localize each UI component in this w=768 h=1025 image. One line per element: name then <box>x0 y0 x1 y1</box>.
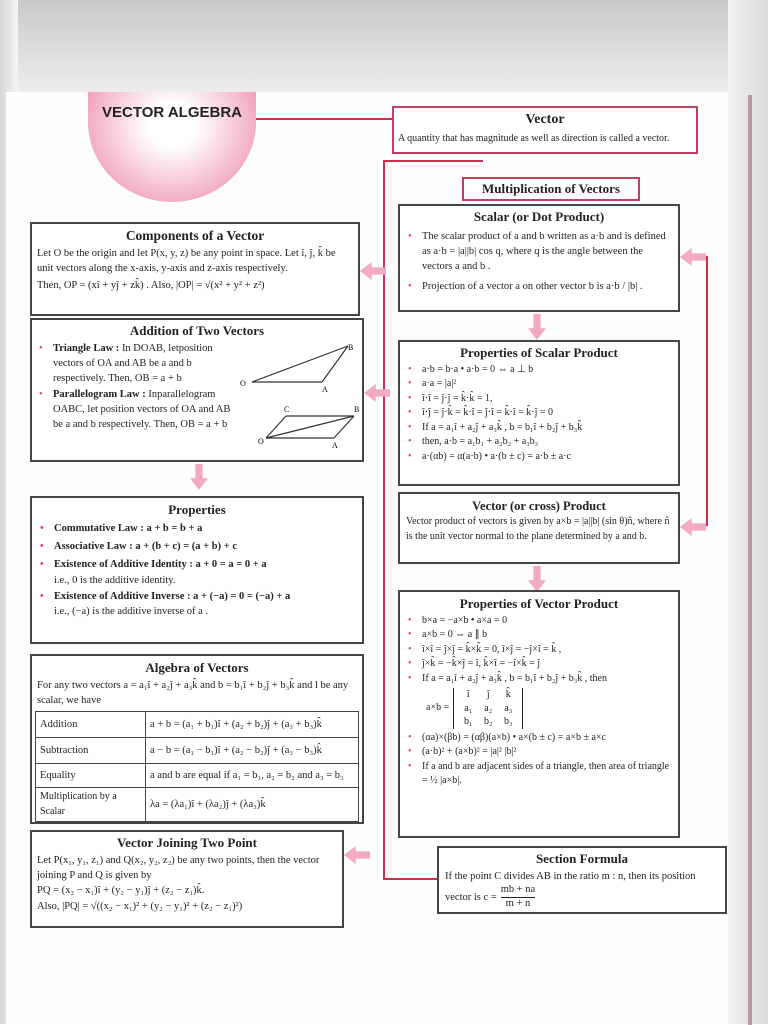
connector-to-mult <box>383 160 483 162</box>
op-cell: Equality <box>36 764 146 788</box>
property-associative: • Associative Law : a + (b + c) = (a + b) + c <box>38 538 356 556</box>
fig1-a-label: A <box>322 385 328 394</box>
det-cell: b₂ <box>483 716 493 728</box>
vector-prop-5: • If a = a₁î + a₂ĵ + a₃k̂ , b = b₁î + b₂ĵ + b₃k̂ , then <box>406 672 672 687</box>
components-box <box>30 222 360 316</box>
title-text: VECTOR ALGEBRA <box>101 104 242 121</box>
scalar-prop-5: • If a = a₁î + a₂ĵ + a₃k̂ , b = b₁î + b₂ĵ + b₃k̂ <box>406 421 672 436</box>
property-inverse: • Existence of Additive Inverse : a + (−a) = 0 = (−a) + a <box>38 589 356 604</box>
section-text: If the point C divides AB in the ratio m : n, then its position <box>445 870 696 882</box>
fig1-o-label: O <box>240 379 246 388</box>
joining-formula-2: Also, |PQ| = √((x₂ − x₁)² + (y₂ − y₁)² + (z₂ − z₁)²) <box>37 900 243 912</box>
scalar-item-1: • The scalar product of a and b written as a·b and is defined as a·b = |a||b| cos q, where q is the angle between the vectors a and b . <box>406 229 672 275</box>
vector-prop-3: • î×î = ĵ×ĵ = k̂×k̂ = 0, î×ĵ = −ĵ×î = k̂ , <box>406 643 672 658</box>
det-cell: a₂ <box>484 702 493 714</box>
det-cell: a₃ <box>504 702 513 714</box>
section-formula-lhs: vector is c = <box>445 891 497 903</box>
joining-box <box>30 830 344 928</box>
vector-properties-title: Properties of Vector Product <box>459 596 619 611</box>
property-note-2: i.e., (−a) is the additive inverse of a . <box>54 605 209 617</box>
vector-box <box>392 106 698 154</box>
table-row <box>36 712 359 738</box>
connector-to-section <box>383 878 437 880</box>
section-numerator: mb + na <box>501 884 536 898</box>
det-cell: ĵ <box>486 689 490 701</box>
algebra-table <box>35 711 359 822</box>
multiplication-title <box>462 177 640 201</box>
property-note-1: i.e., 0 is the additive identity. <box>54 575 176 587</box>
section-denominator: m + n <box>505 897 531 909</box>
vector-prop-6: • (αa)×(βb) = (αβ)(a×b) • a×(b ± c) = a×b ± a×c <box>406 731 672 746</box>
multiplication-title-text: Multiplication of Vectors <box>482 181 620 196</box>
vector-prop-1: • b×a = −a×b • a×a = 0 <box>406 614 672 629</box>
triangle-law-text: In DOAB, letposition vectors of OA and AB be a and b respectively. Then, OB = a + b <box>53 342 213 385</box>
algebra-title: Algebra of Vectors <box>145 660 249 675</box>
right-border-strip <box>748 95 752 1025</box>
table-row <box>36 764 359 788</box>
properties-box <box>30 496 364 644</box>
properties-title: Properties <box>168 502 226 517</box>
vector-prop-2: • a×b = 0 ⇔ a ∥ b <box>406 628 672 643</box>
components-formula: Then, OP = (xî + yĵ + zk̂) . Also, |OP| = √(x² + y² + z²) <box>37 280 265 291</box>
property-commutative: • Commutative Law : a + b = b + a <box>38 520 356 538</box>
op-cell: Multiplication by a Scalar <box>36 788 146 822</box>
expr-cell: a − b = (a₁ − b₁)î + (a₂ − b₂)ĵ + (a₃ − b₃)k̂ <box>146 738 359 764</box>
vector-definition: A quantity that has magnitude as well as direction is called a vector. <box>398 133 670 145</box>
right-connector <box>706 256 708 526</box>
components-text: Let O be the origin and let P(x, y, z) be any point in space. Let î, ĵ, k̂ be unit vectors along the x-axis, y-axis and z-axis respectively. <box>37 247 336 274</box>
joining-text: Let P(x₁, y₁, z₁) and Q(x₂, y₂, z₂) be any two points, then the vector joining P and Q is given by <box>37 854 320 882</box>
components-title: Components of a Vector <box>125 228 265 243</box>
fig2-c-label: C <box>284 405 290 414</box>
triangle-law-figure <box>238 340 358 460</box>
det-cell: k̂ <box>505 689 511 701</box>
det-cell: b₁ <box>463 716 473 728</box>
expr-cell: a + b = (a₁ + b₁)î + (a₂ + b₂)ĵ + (a₃ + b₃)k̂ <box>146 712 359 738</box>
scalar-prop-6: • then, a·b = a₁b₁ + a₂b₂ + a₃b₃ <box>406 435 672 450</box>
op-cell: Subtraction <box>36 738 146 764</box>
det-cell: a₁ <box>464 702 473 714</box>
expr-cell: a and b are equal if a₁ = b₁, a₂ = b₂ and a₃ = b₃ <box>146 764 359 788</box>
vector-prop-8: • If a and b are adjacent sides of a triangle, then area of triangle = ½ |a×b|. <box>406 760 672 789</box>
parallelogram-law-text: Inparallelogram OABC, let position vectors of OA and AB be a and b respectively. Then, OB = a + b <box>53 388 231 430</box>
section-fraction <box>501 884 536 910</box>
scalar-prop-2: • a·a = |a|² <box>406 377 672 392</box>
op-cell: Addition <box>36 712 146 738</box>
triangle-law-label: Triangle Law : <box>53 342 120 354</box>
scalar-title: Scalar (or Dot Product) <box>473 209 605 224</box>
joining-title: Vector Joining Two Point <box>116 835 257 850</box>
section-formula <box>445 884 719 910</box>
addition-box <box>30 318 364 462</box>
cross-product-title: Vector (or cross) Product <box>472 499 606 513</box>
scalar-item-2: • Projection of a vector a on other vector b is a·b / |b| . <box>406 279 672 294</box>
addition-title: Addition of Two Vectors <box>129 323 265 338</box>
table-row <box>36 788 359 822</box>
determinant-matrix <box>453 688 523 729</box>
fig2-b-label: B <box>354 405 360 414</box>
determinant-lhs: a×b = <box>426 702 450 714</box>
joining-formula-1: PQ = (x₂ − x₁)î + (y₂ − y₁)ĵ + (z₂ − z₁)k̂. <box>37 885 205 897</box>
vector-properties-box <box>398 590 680 838</box>
determinant <box>406 688 672 729</box>
expr-cell: λa = (λa₁)î + (λa₂)ĵ + (λa₃)k̂ <box>146 788 359 822</box>
det-cell: b₃ <box>503 716 513 728</box>
algebra-box <box>30 654 364 824</box>
fig2-o-label: O <box>258 437 264 446</box>
parallelogram-law <box>37 387 233 433</box>
det-cell: î <box>466 689 470 701</box>
scalar-properties-box <box>398 340 680 486</box>
title-connector <box>256 118 394 120</box>
scalar-product-box <box>398 204 680 312</box>
triangle-law <box>37 341 233 387</box>
top-shadow <box>0 0 768 92</box>
section-box <box>437 846 727 914</box>
section-title: Section Formula <box>535 851 629 866</box>
vector-prop-4: • ĵ×k̂ = −k̂×ĵ = î, k̂×î = −î×k̂ = ĵ <box>406 657 672 672</box>
cross-product-box <box>398 492 680 564</box>
property-identity: • Existence of Additive Identity : a + 0 = a = 0 + a <box>38 556 356 574</box>
scalar-properties-title: Properties of Scalar Product <box>460 345 618 360</box>
table-row <box>36 738 359 764</box>
scalar-prop-7: • a·(αb) = α(a·b) • a·(b ± c) = a·b ± a·c <box>406 450 672 465</box>
vector-title: Vector <box>525 112 565 127</box>
scalar-prop-3: • î·î = ĵ·ĵ = k̂·k̂ = 1, <box>406 392 672 407</box>
algebra-intro: For any two vectors a = a₁î + a₂ĵ + a₃k̂ and b = b₁î + b₂ĵ + b₃k̂ and l be any scalar, we have <box>37 679 349 707</box>
cross-product-text: Vector product of vectors is given by a×b = |a||b| (sin θ)n̂, where n̂ is the unit vector normal to the plane determined by a and b. <box>406 516 670 542</box>
fig2-a-label: A <box>332 441 338 450</box>
scalar-prop-4: • î·ĵ = ĵ·k̂ = k̂·î = ĵ·î = k̂·î = k̂·ĵ = 0 <box>406 406 672 421</box>
scalar-prop-1: • a·b = b·a • a·b = 0 ⇔ a ⊥ b <box>406 363 672 378</box>
parallelogram-law-label: Parallelogram Law : <box>53 388 146 400</box>
fig1-b-label: B <box>348 343 354 352</box>
vector-prop-7: • (a·b)² + (a×b)² = |a|² |b|² <box>406 745 672 760</box>
